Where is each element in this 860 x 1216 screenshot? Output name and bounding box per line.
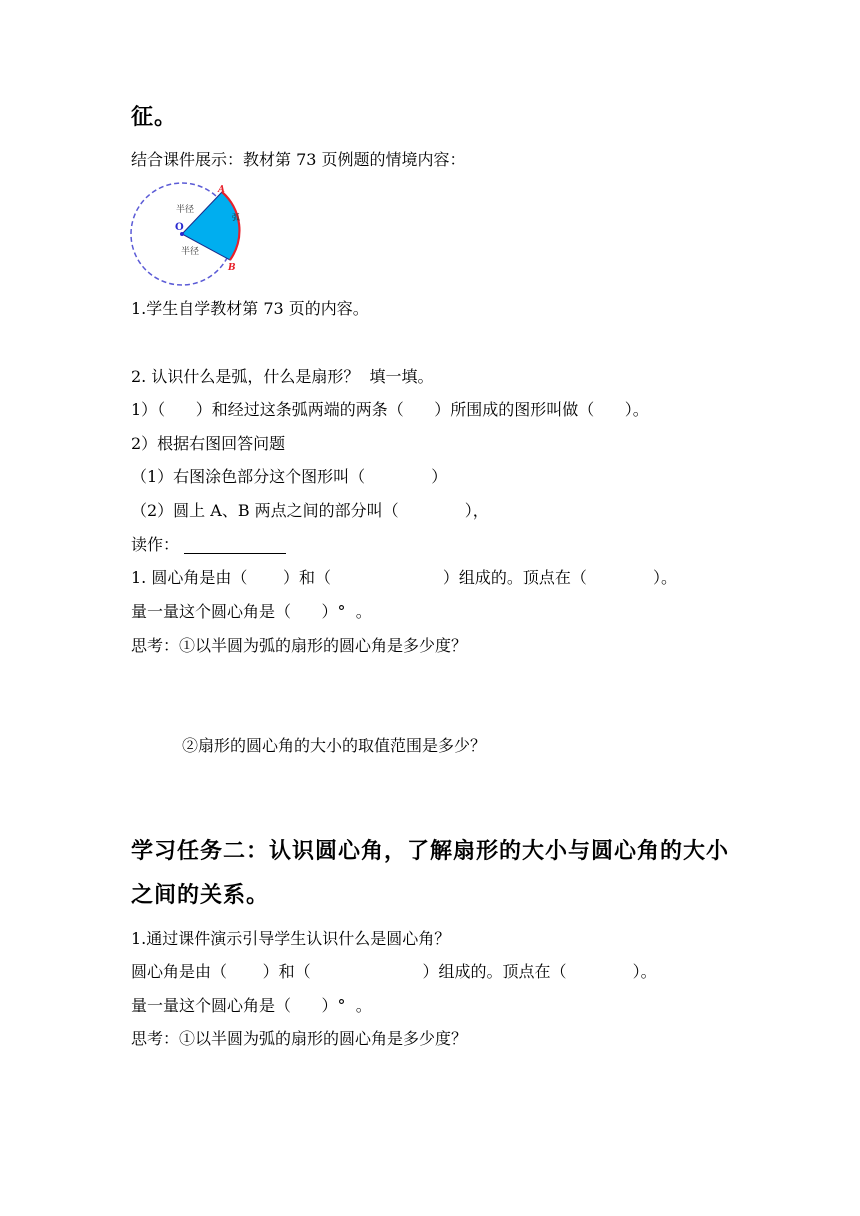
radius-label-bottom: 半径 [181,247,200,257]
text-line: 量一量这个圆心角是（ ）° 。 [131,996,372,1015]
text-line: 量一量这个圆心角是（ ）° 。 [131,602,372,621]
text-line: 1.通过课件演示引导学生认识什么是圆心角？ [131,929,451,948]
text-line: 1）（ ）和经过这条弧两端的两条（ ）所围成的图形叫做（ ）。 [131,400,649,419]
answer-blank [184,553,286,554]
text-line: （2）圆上 A、B 两点之间的部分叫（ ）， [131,501,489,520]
arc-label: 弧 [232,213,240,222]
text-line: 读作： [131,535,180,554]
text-line: ②扇形的圆心角的大小的取值范围是多少？ [182,736,487,755]
text-line: （1）右图涂色部分这个图形叫（ ） [131,467,448,486]
center-label: O [175,222,184,233]
point-b-label: B [228,263,236,273]
text-line: 2. 认识什么是弧，什么是扇形？ 填一填。 [131,367,434,386]
heading-fragment: 征。 [131,105,178,130]
point-a-label: A [218,185,225,195]
text-line: 思考：①以半圆为弧的扇形的圆心角是多少度？ [131,636,468,655]
text-line: 1.学生自学教材第 73 页的内容。 [131,299,369,318]
text-line: 结合课件展示：教材第 73 页例题的情境内容： [131,150,466,169]
text-line: 思考：①以半圆为弧的扇形的圆心角是多少度？ [131,1029,468,1048]
text-line: 圆心角是由（ ）和（ ）组成的。顶点在（ ）。 [131,962,657,981]
text-line: 1. 圆心角是由（ ）和（ ）组成的。顶点在（ ）。 [131,568,677,587]
sector-diagram [126,182,258,286]
section-heading: 学习任务二：认识圆心角，了解扇形的大小与圆心角的大小 [131,839,730,864]
text-line: 2）根据右图回答问题 [131,434,286,453]
radius-label-top: 半径 [176,205,195,215]
section-heading-cont: 之间的关系。 [131,883,270,908]
